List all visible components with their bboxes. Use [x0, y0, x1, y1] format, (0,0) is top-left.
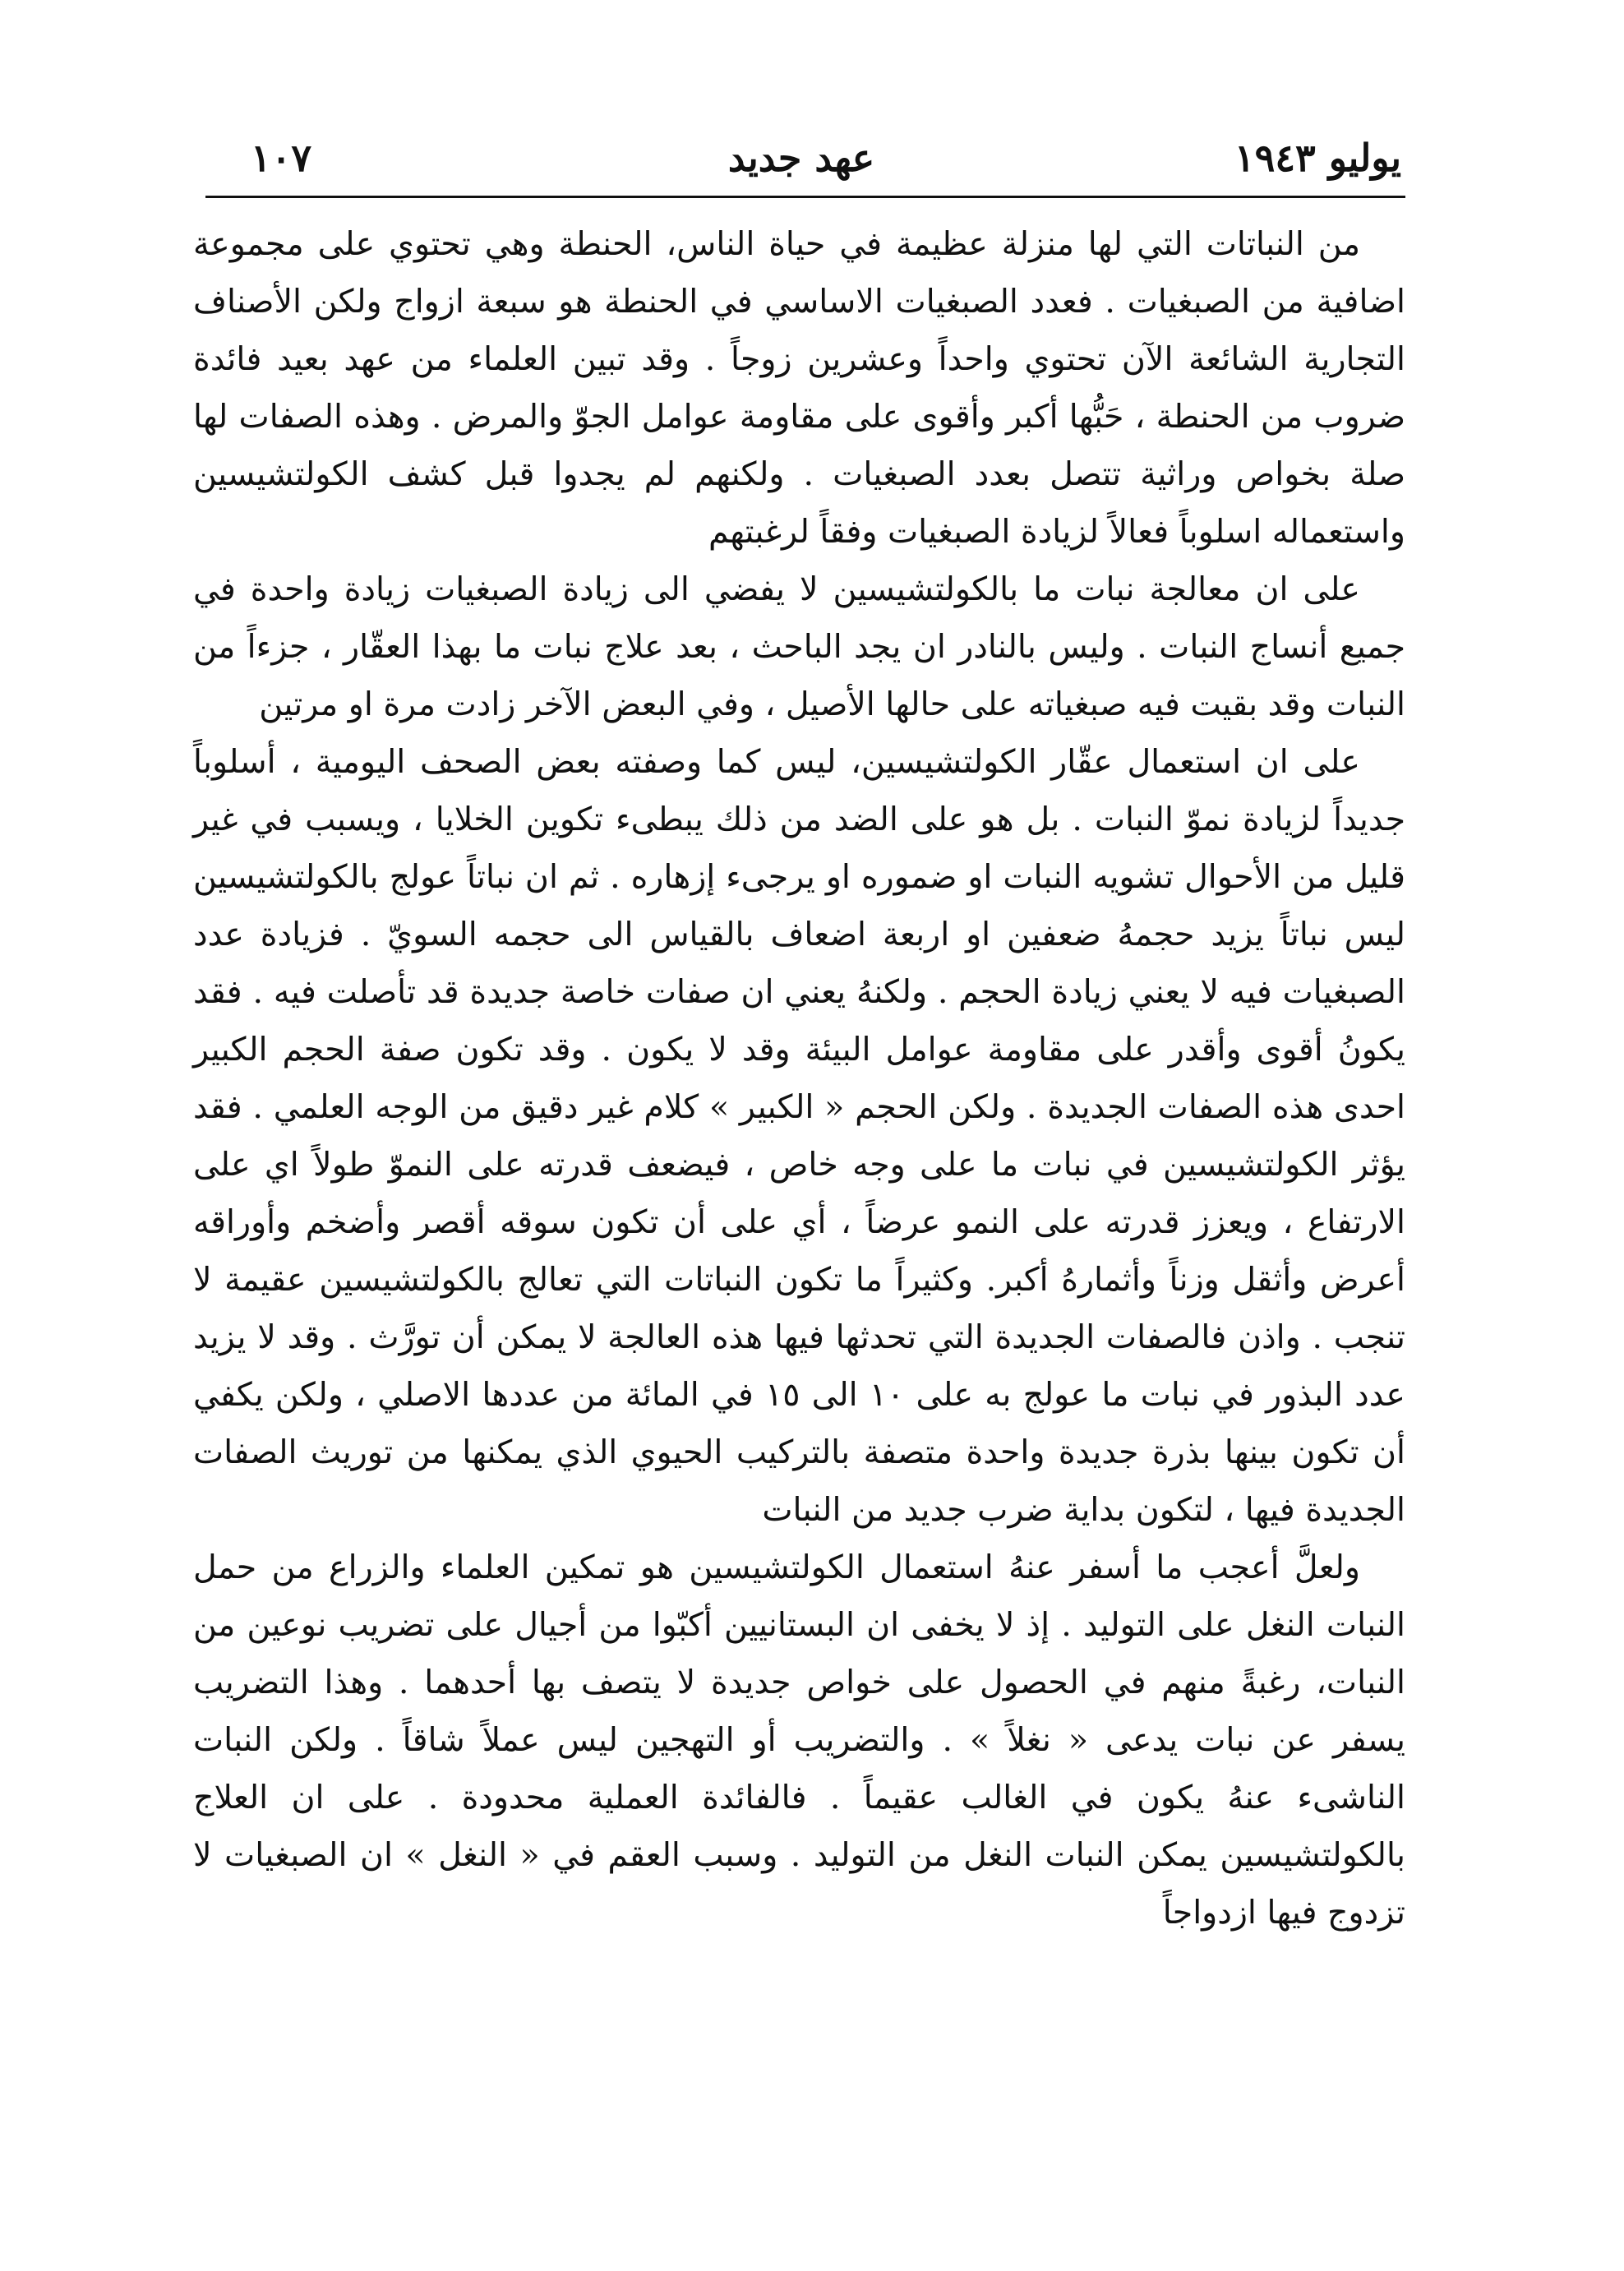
paragraph: ولعلَّ أعجب ما أسفر عنهُ استعمال الكولتشيسين هو تمكين العلماء والزراع من حمل النبات النغل على التوليد . إذ لا يخفى ان البستانيين أكبّوا من أجيال على تضريب نوعين من النبات، رغبةً منهم في الحصول على خواص جديدة لا يتصف بها أحدهما . وهذا التضريب يسفر عن نبات يدعى « نغلاً » . والتضريب أو التهجين ليس عملاً شاقاً . ولكن النبات الناشىء عنهُ يكون في الغالب عقيماً . فالفائدة العملية محدودة . على ان العلاج بالكولتشيسين يمكن النبات النغل من التوليد . وسبب العقم في « النغل » ان الصبغيات لا تزدوج فيها ازدواجاً	[193, 1549, 1405, 1932]
section-title: عهد جديد	[727, 136, 875, 180]
paragraph: على ان معالجة نبات ما بالكولتشيسين لا يفضي الى زيادة الصبغيات زيادة واحدة في جميع أنساج النبات . وليس بالنادر ان يجد الباحث ، بعد علاج نبات ما بهذا العقّار ، جزءاً من النبات وقد بقيت فيه صبغياته على حالها الأصيل ، وفي البعض الآخر زادت مرة او مرتين	[193, 570, 1405, 723]
running-header	[201, 136, 1401, 201]
article-body	[193, 215, 1405, 1941]
header-divider	[205, 196, 1405, 198]
paragraph: على ان استعمال عقّار الكولتشيسين، ليس كما وصفته بعض الصحف اليومية ، أسلوباً جديداً لزيادة نموّ النبات . بل هو على الضد من ذلك يبطىء تكوين الخلايا ، ويسبب في غير قليل من الأحوال تشويه النبات او ضموره او يرجىء إزهاره . ثم ان نباتاً عولج بالكولتشيسين ليس نباتاً يزيد حجمهُ ضعفين او اربعة اضعاف بالقياس الى حجمه السويّ . فزيادة عدد الصبغيات فيه لا يعني زيادة الحجم . ولكنهُ يعني ان صفات خاصة جديدة قد تأصلت فيه . فقد يكونُ أقوى وأقدر على مقاومة عوامل البيئة وقد لا يكون . وقد تكون صفة الحجم الكبير احدى هذه الصفات الجديدة . ولكن الحجم « الكبير » كلام غير دقيق من الوجه العلمي . فقد يؤثر الكولتشيسين في نبات ما على وجه خاص ، فيضعف قدرته على النموّ طولاً اي على الارتفاع ، ويعزز قدرته على النمو عرضاً ، أي على أن تكون سوقه أقصر وأضخم وأوراقه أعرض وأثقل وزناً وأثمارهُ أكبر. وكثيراً ما تكون النباتات التي تعالج بالكولتشيسين عقيمة لا تنجب . واذن فالصفات الجديدة التي تحدثها فيها هذه العالجة لا يمكن أن تورَّث . وقد لا يزيد عدد البذور في نبات ما عولج به على ١٠ الى ١٥ في المائة من عددها الاصلي ، ولكن يكفي أن تكون بينها بذرة جديدة واحدة متصفة بالتركيب الحيوي الذي يمكنها من توريث الصفات الجديدة فيها ، لتكون بداية ضرب جديد من النبات	[193, 743, 1406, 1529]
page-number: ١٠٧	[251, 136, 312, 180]
issue-date: يوليو ١٩٤٣	[1234, 136, 1401, 180]
paragraph: من النباتات التي لها منزلة عظيمة في حياة الناس، الحنطة وهي تحتوي على مجموعة اضافية من الصبغيات . فعدد الصبغيات الاساسي في الحنطة هو سبعة ازواج ولكن الأصناف التجارية الشائعة الآن تحتوي واحداً وعشرين زوجاً . وقد تبين العلماء من عهد بعيد فائدة ضروب من الحنطة ، حَبُّها أكبر وأقوى على مقاومة عوامل الجوّ والمرض . وهذه الصفات لها صلة بخواص وراثية تتصل بعدد الصبغيات . ولكنهم لم يجدوا قبل كشف الكولتشيسين واستعماله اسلوباً فعالاً لزيادة الصبغيات وفقاً لرغبتهم	[193, 225, 1405, 551]
